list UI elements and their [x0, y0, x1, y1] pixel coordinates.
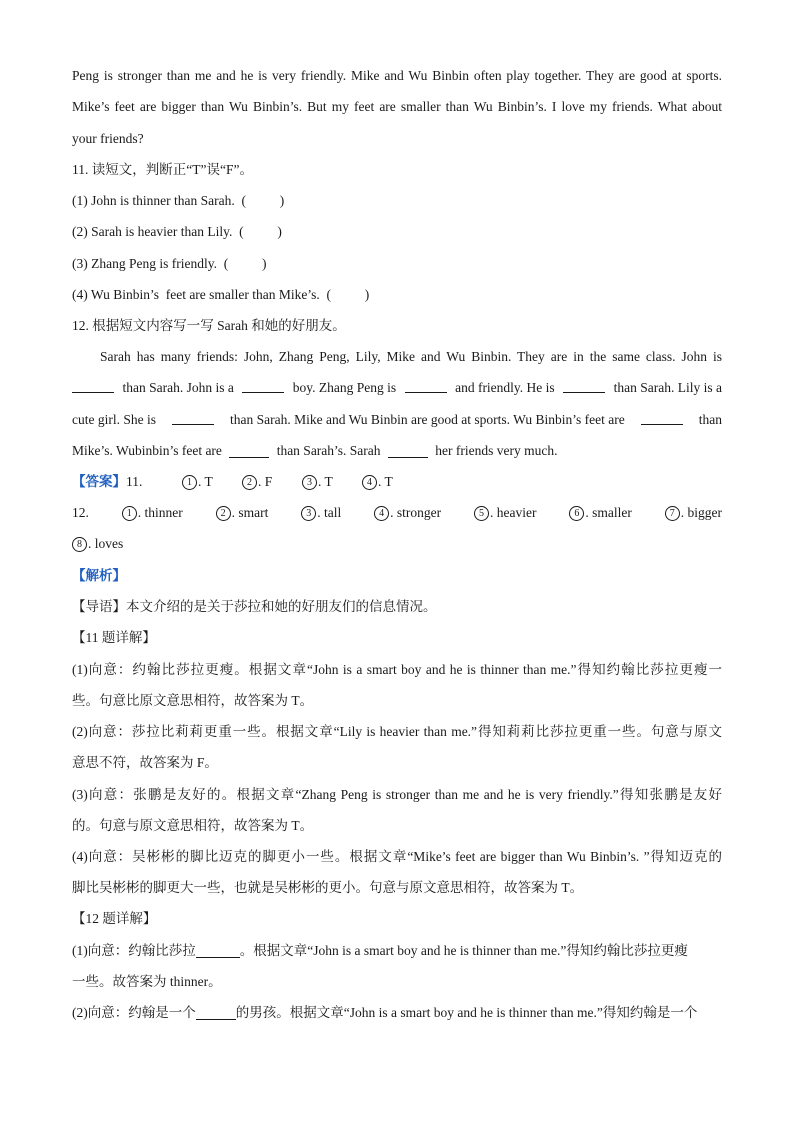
fill-blank [641, 410, 683, 425]
analysis-line: (2)向意：约翰是一个 的男孩。根据文章“John is a smart boy and he is thinner than me.”得知约翰是一个 [72, 1005, 698, 1020]
fill-blank [172, 410, 214, 425]
fill-blank [563, 378, 605, 393]
answer-item: 8 . loves [72, 536, 123, 551]
fill-blank [405, 378, 447, 393]
analysis-line: 的。句意与原文意思相符，故答案为 T。 [72, 818, 314, 833]
answer-item: 4 . stronger [374, 503, 441, 523]
fill-blank [242, 378, 284, 393]
question-12-line: cute girl. She is than Sarah. Mike and Wu Binbin are good at sports. Wu Binbin’s feet are than [72, 412, 722, 427]
answer-item: 2 . smart [216, 503, 269, 523]
answer-11-row: 【答案】11. 1 . T 2 . F 3 . T 4 . T [72, 472, 722, 492]
section-heading-12: 【12 题详解】 [72, 911, 157, 926]
question-11-item: (3) Zhang Peng is friendly. ( ) [72, 256, 267, 271]
answer-12-row [72, 534, 722, 554]
question-12-title: 12. 根据短文内容写一写 Sarah 和她的好朋友。 [72, 318, 346, 333]
answer-item: 5 . heavier [474, 503, 536, 523]
answer-item: 2 . F [242, 472, 272, 492]
answer-item: 1 . T [182, 472, 213, 492]
analysis-line: 一些。故答案为 thinner。 [72, 974, 222, 989]
question-12-line: Mike’s. Wubinbin’s feet are than Sarah’s. Sarah her friends very much. [72, 443, 558, 458]
section-heading-11: 【11 题详解】 [72, 630, 156, 645]
answer-item: 3 . tall [301, 503, 341, 523]
fill-blank [72, 378, 114, 393]
analysis-line: 些。句意比原文意思相符，故答案为 T。 [72, 693, 314, 708]
answer-item: 4 . T [362, 472, 393, 492]
analysis-line: (3)向意：张鹏是友好的。根据文章“Zhang Peng is stronger than me and he is very friendly.”得知张鹏是友好 [72, 787, 722, 802]
analysis-line: (2)向意：莎拉比莉莉更重一些。根据文章“Lily is heavier than me.”得知莉莉比莎拉更重一些。句意与原文 [72, 724, 722, 739]
passage-line: Mike’s feet are bigger than Wu Binbin’s. But my feet are smaller than Wu Binbin’s. I love my friends. What about [72, 99, 722, 114]
analysis-line: (1)向意：约翰比莎拉更瘦。根据文章“John is a smart boy and he is thinner than me.”得知约翰比莎拉更瘦一 [72, 662, 722, 677]
question-11-item: (4) Wu Binbin’s feet are smaller than Mike’s. ( ) [72, 287, 370, 302]
fill-blank [196, 943, 240, 958]
answer-item: 7 . bigger [665, 503, 722, 523]
fill-blank [196, 1005, 236, 1020]
analysis-line: 脚比吴彬彬的脚更大一些，也就是吴彬彬的更小。句意与原文意思相符，故答案为 T。 [72, 880, 584, 895]
question-12-line: than Sarah. John is a boy. Zhang Peng is and friendly. He is than Sarah. Lily is a [72, 378, 722, 398]
analysis-guide: 【导语】本文介绍的是关于莎拉和她的好朋友们的信息情况。 [72, 599, 437, 614]
question-11-item: (1) John is thinner than Sarah. ( ) [72, 193, 285, 208]
answer-12-row: 12. 1 . thinner 2 . smart 3 . tall 4 . stronger 5 . heavier 6 . smaller 7 . bigger [72, 503, 722, 523]
answer-item: 1 . thinner [122, 503, 183, 523]
question-12-line: Sarah has many friends: John, Zhang Peng, Lily, Mike and Wu Binbin. They are in the same class. John is [100, 349, 722, 364]
question-11-title: 11. 读短文，判断正“T”误“F”。 [72, 162, 253, 177]
passage-line: Peng is stronger than me and he is very friendly. Mike and Wu Binbin often play together. They are good at sports. [72, 68, 722, 83]
fill-blank [388, 443, 428, 458]
passage-line: your friends? [72, 131, 144, 146]
fill-blank [229, 443, 269, 458]
answer-item: 3 . T [302, 472, 333, 492]
analysis-line: (1)向意：约翰比莎拉 。根据文章“John is a smart boy and he is thinner than me.”得知约翰比莎拉更瘦 [72, 943, 688, 958]
answer-item: 6 . smaller [569, 503, 632, 523]
question-11-item: (2) Sarah is heavier than Lily. ( ) [72, 224, 282, 239]
analysis-line: 意思不符，故答案为 F。 [72, 755, 218, 770]
analysis-line: (4)向意：吴彬彬的脚比迈克的脚更小一些。根据文章“Mike’s feet are bigger than Wu Binbin’s. ”得知迈克的 [72, 849, 722, 864]
answer-label: 【答案】 [72, 474, 126, 489]
analysis-label: 【解析】 [72, 568, 126, 583]
